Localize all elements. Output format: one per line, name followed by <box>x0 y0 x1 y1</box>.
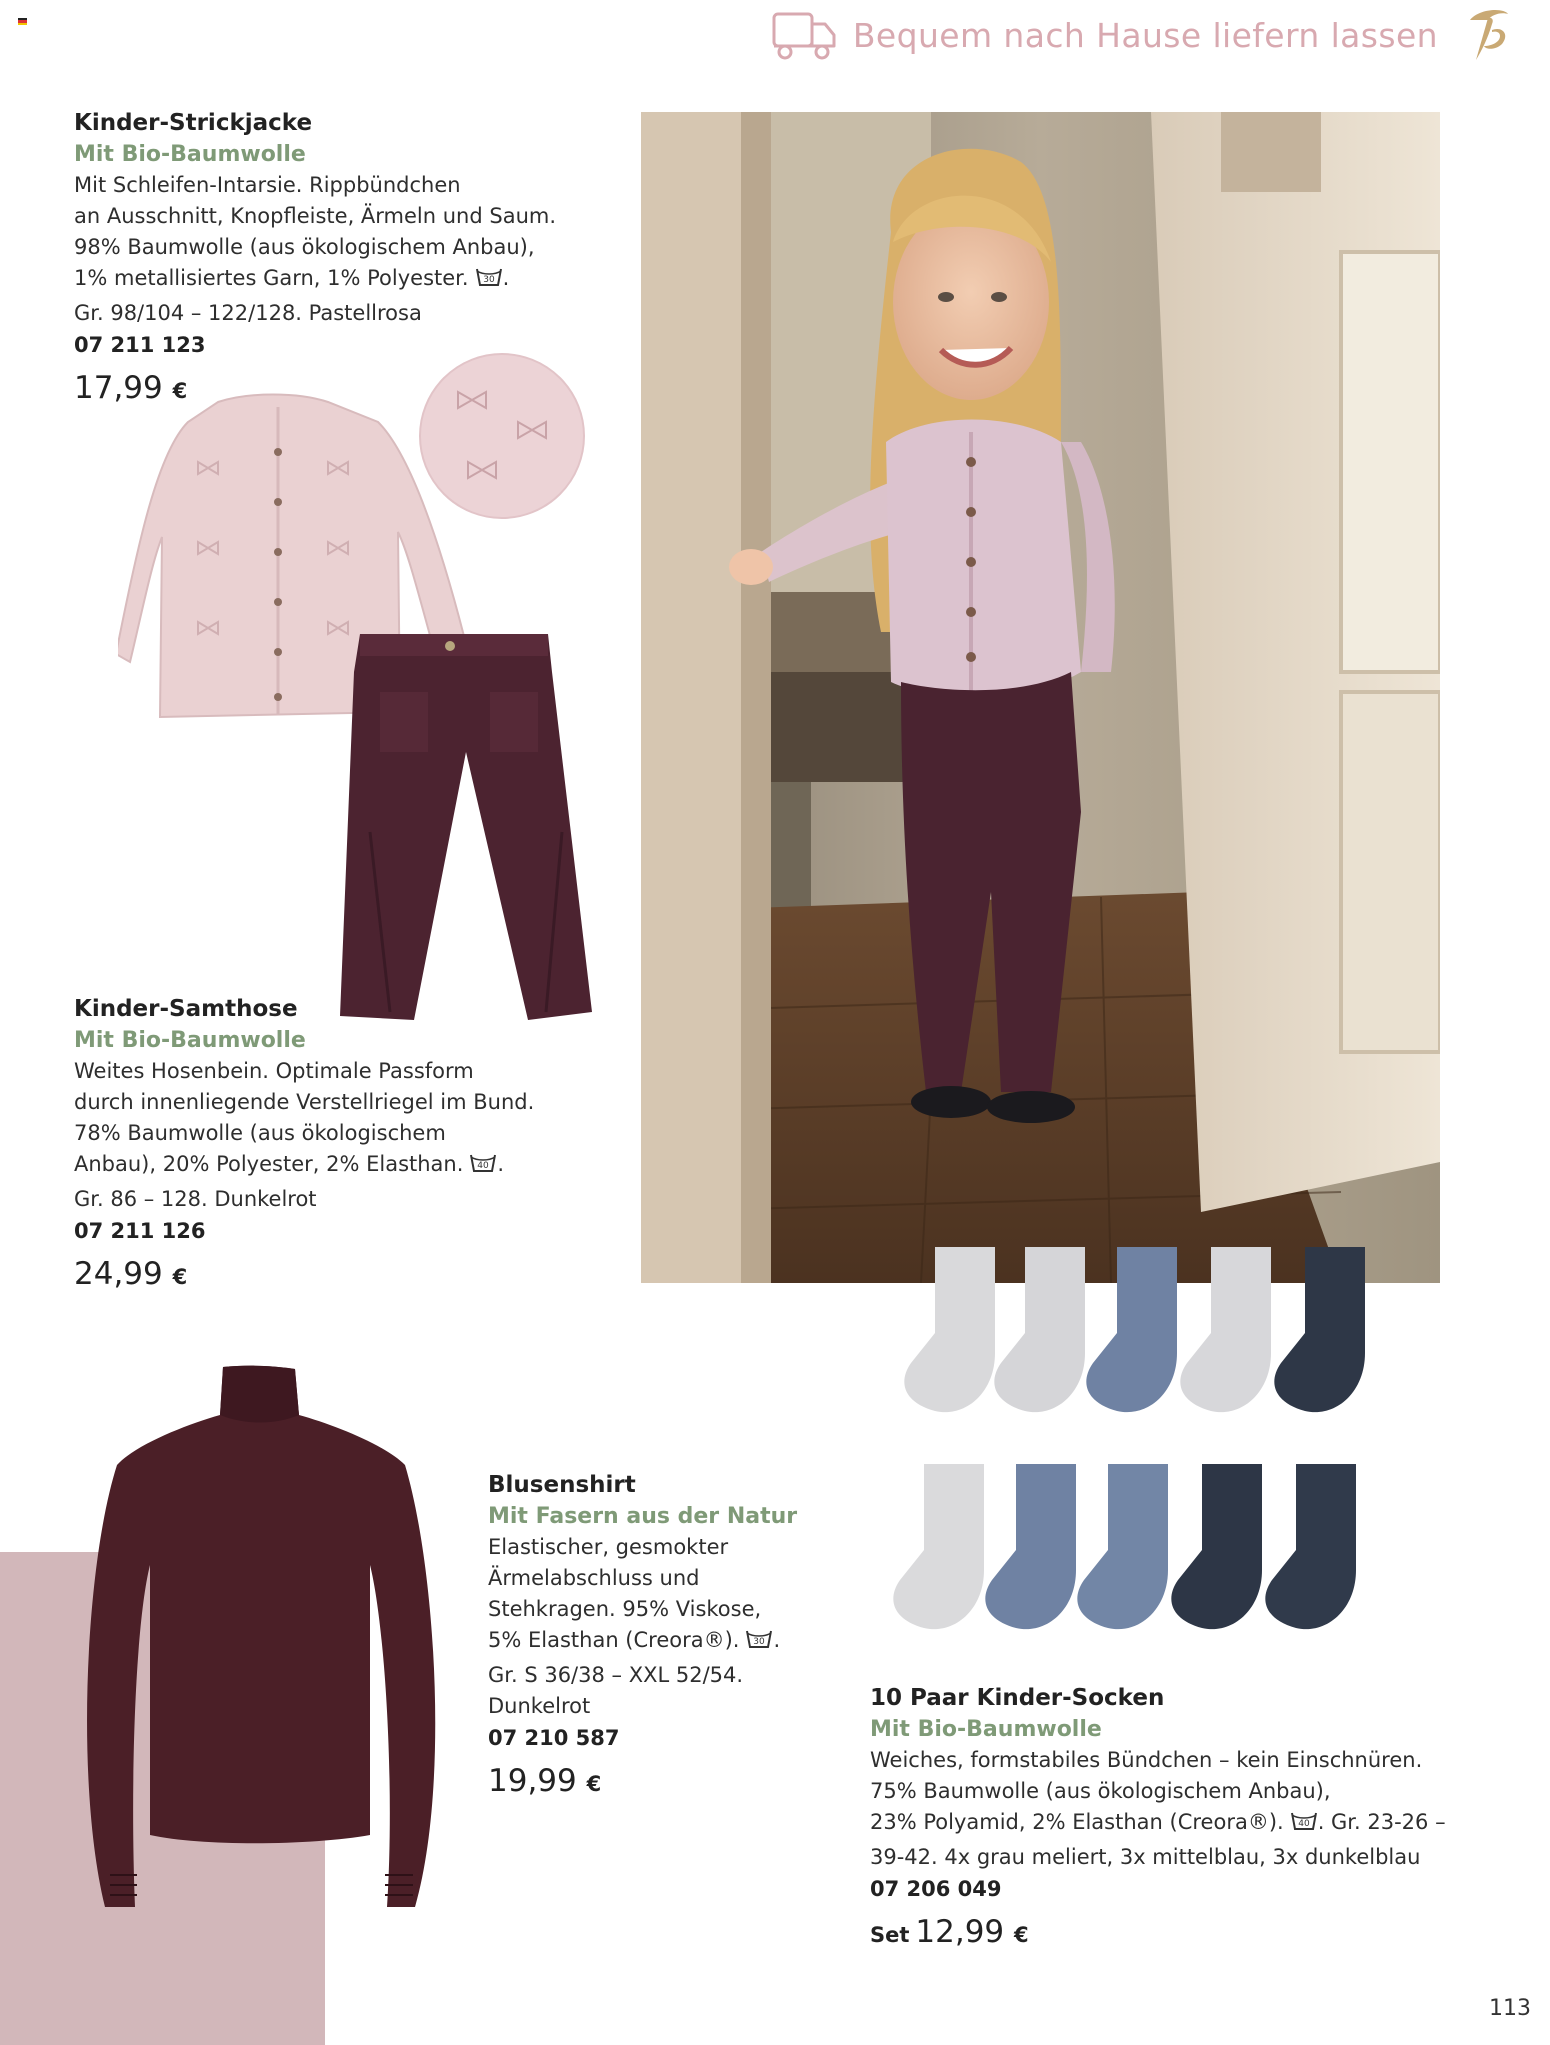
trousers-line: 78% Baumwolle (aus ökologischem <box>74 1121 446 1145</box>
cardigan-line: an Ausschnitt, Knopfleiste, Ärmeln und Saum. <box>74 204 557 228</box>
cardigan-line: Gr. 98/104 – 122/128. Pastellrosa <box>74 301 422 325</box>
trousers-article-number: 07 211 126 <box>74 1219 206 1243</box>
socks-title: 10 Paar Kinder-Socken <box>870 1685 1165 1711</box>
wash-symbol-icon <box>745 1629 773 1660</box>
trousers-line: durch innenliegende Verstellriegel im Bund. <box>74 1090 535 1114</box>
cardigan-title: Kinder-Strickjacke <box>74 110 313 136</box>
socks-description <box>870 1683 1446 1954</box>
cardigan-line: 1% metallisiertes Garn, 1% Polyester. <box>74 266 469 290</box>
blouse-description <box>488 1470 797 1803</box>
socks-line: 75% Baumwolle (aus ökologischem Anbau), <box>870 1779 1331 1803</box>
blouse-article-number: 07 210 587 <box>488 1726 620 1750</box>
blouse-title: Blusenshirt <box>488 1472 636 1498</box>
currency-symbol: € <box>586 1772 602 1796</box>
delivery-truck-icon <box>771 8 837 62</box>
page-header <box>771 4 1512 66</box>
wash-temperature: 40 <box>477 1161 490 1171</box>
lifestyle-photo-girl <box>641 112 1440 1283</box>
socks-line: Weiches, formstabiles Bündchen – kein Einschnüren. <box>870 1748 1423 1772</box>
socks-line: 39-42. 4x grau meliert, 3x mittelblau, 3x dunkelblau <box>870 1845 1421 1869</box>
blouse-price <box>488 1762 797 1803</box>
cardigan-line: 98% Baumwolle (aus ökologischem Anbau), <box>74 235 535 259</box>
socks-product-image-bottom <box>880 1460 1380 1640</box>
sock-grey <box>904 1247 995 1412</box>
blouse-line: Gr. S 36/38 – XXL 52/54. <box>488 1663 744 1687</box>
wash-temperature: 40 <box>1297 1819 1310 1829</box>
cardigan-line: Mit Schleifen-Intarsie. Rippbündchen <box>74 173 461 197</box>
trousers-title: Kinder-Samthose <box>74 996 298 1022</box>
wash-symbol-icon <box>475 267 503 298</box>
cardigan-description <box>74 108 556 410</box>
trousers-line: Anbau), 20% Polyester, 2% Elasthan. <box>74 1152 464 1176</box>
blouse-line: 5% Elasthan (Creora®). <box>488 1628 740 1652</box>
socks-line: . Gr. 23-26 – <box>1317 1810 1446 1834</box>
wash-symbol-icon <box>1290 1811 1318 1842</box>
trousers-line: Gr. 86 – 128. Dunkelrot <box>74 1187 317 1211</box>
cardigan-price <box>74 369 556 410</box>
blouse-line: Stehkragen. 95% Viskose, <box>488 1597 762 1621</box>
socks-product-image-top <box>895 1243 1385 1423</box>
socks-article-number: 07 206 049 <box>870 1877 1002 1901</box>
page-number: 113 <box>1489 1996 1531 2021</box>
blouse-line: Elastischer, gesmokter <box>488 1535 729 1559</box>
trousers-description <box>74 994 534 1296</box>
price-value: 24,99 <box>74 1256 163 1292</box>
socks-subtitle: Mit Bio-Baumwolle <box>870 1717 1102 1742</box>
delivery-slogan: Bequem nach Hause liefern lassen <box>852 15 1438 55</box>
set-label: Set <box>870 1923 910 1947</box>
price-value: 12,99 <box>915 1914 1005 1950</box>
trousers-product-image <box>340 632 592 1024</box>
language-flag-icon <box>18 18 27 25</box>
wash-temperature: 30 <box>482 275 495 285</box>
blouse-line: Dunkelrot <box>488 1694 591 1718</box>
blouse-line: Ärmelabschluss und <box>488 1566 700 1590</box>
blouse-subtitle: Mit Fasern aus der Natur <box>488 1504 798 1529</box>
socks-line-wash <box>870 1807 1446 1842</box>
tchibo-logo-icon[interactable] <box>1462 6 1512 64</box>
socks-line: 23% Polyamid, 2% Elasthan (Creora®). <box>870 1810 1284 1834</box>
trousers-line-wash: Anbau), 20% Polyester, 2% Elasthan. 40 . <box>74 1149 534 1184</box>
currency-symbol: € <box>172 1265 188 1289</box>
trousers-price <box>74 1255 534 1296</box>
price-value: 17,99 <box>74 370 163 406</box>
trousers-line: Weites Hosenbein. Optimale Passform <box>74 1059 474 1083</box>
cardigan-article-number: 07 211 123 <box>74 333 206 357</box>
trousers-subtitle: Mit Bio-Baumwolle <box>74 1028 306 1053</box>
socks-price <box>870 1913 1446 1954</box>
wash-temperature: 30 <box>753 1637 766 1647</box>
currency-symbol: € <box>1014 1923 1029 1947</box>
cardigan-line-wash: 1% metallisiertes Garn, 1% Polyester. 30 . <box>74 263 556 298</box>
price-value: 19,99 <box>488 1763 577 1799</box>
blouse-product-image <box>55 1365 465 1920</box>
wash-symbol-icon <box>469 1153 497 1184</box>
blouse-line-wash: 5% Elasthan (Creora®). 30 . <box>488 1625 797 1660</box>
cardigan-subtitle: Mit Bio-Baumwolle <box>74 142 306 167</box>
currency-symbol: € <box>172 379 188 403</box>
